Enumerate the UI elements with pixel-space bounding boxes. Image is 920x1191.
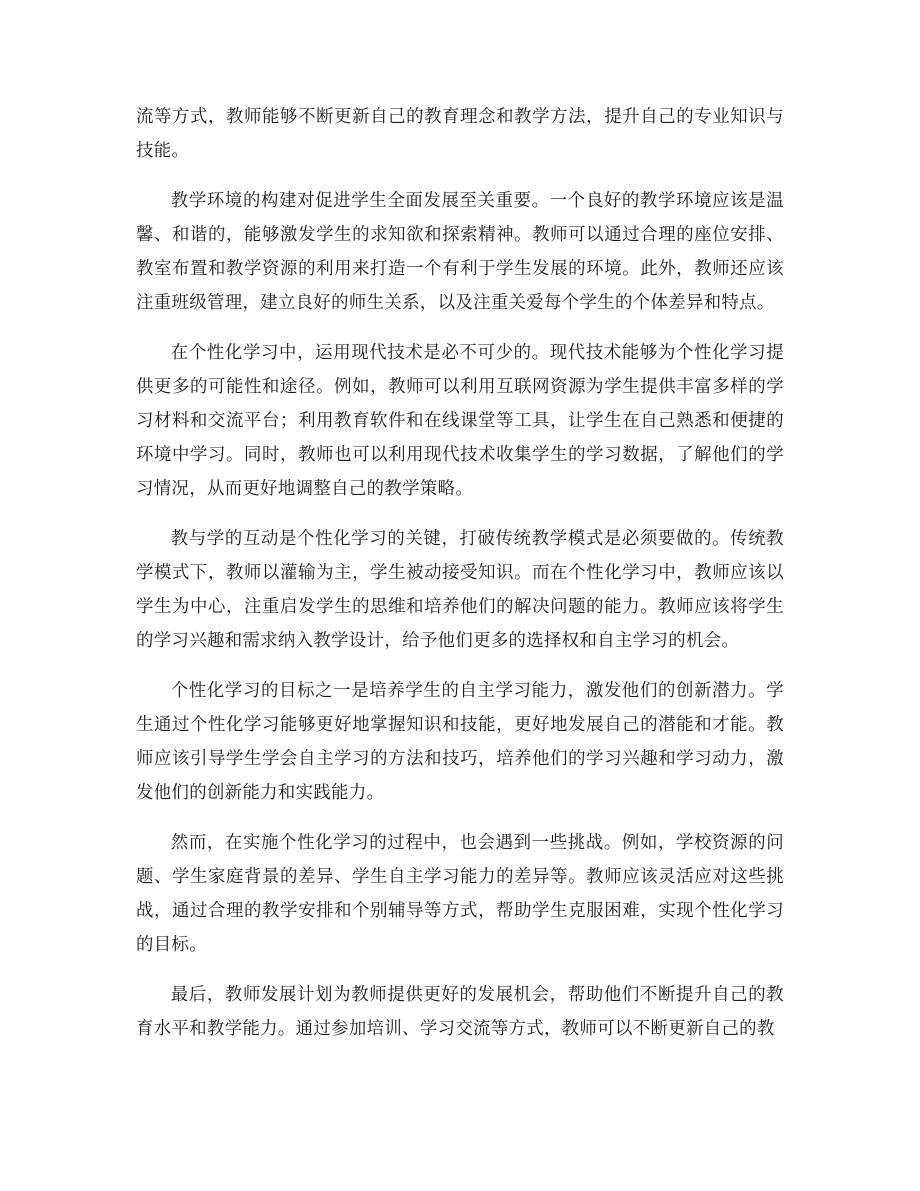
paragraph-1: 流等方式，教师能够不断更新自己的教育理念和教学方法，提升自己的专业知识与技能。 (136, 107, 784, 161)
paragraph-7: 最后，教师发展计划为教师提供更好的发展机会，帮助他们不断提升自己的教育水平和教学能力。通过参加培训、学习交流等方式，教师可以不断更新自己的教 (136, 985, 784, 1039)
paragraph-6: 然而，在实施个性化学习的过程中，也会遇到一些挑战。例如，学校资源的问题、学生家庭背景的差异、学生自主学习能力的差异等。教师应该灵活应对这些挑战，通过合理的教学安排和个别辅导等方式，帮助学生克服困难，实现个性化学习的目标。 (136, 833, 784, 955)
paragraph-5: 个性化学习的目标之一是培养学生的自主学习能力，激发他们的创新潜力。学生通过个性化学习能够更好地掌握知识和技能，更好地发展自己的潜能和才能。教师应该引导学生学会自主学习的方法和技巧，培养他们的学习兴趣和学习动力，激发他们的创新能力和实践能力。 (136, 681, 784, 803)
paragraph-4: 教与学的互动是个性化学习的关键，打破传统教学模式是必须要做的。传统教学模式下，教师以灌输为主，学生被动接受知识。而在个性化学习中，教师应该以学生为中心，注重启发学生的思维和培养他们的解决问题的能力。教师应该将学生的学习兴趣和需求纳入教学设计，给予他们更多的选择权和自主学习的机会。 (136, 529, 784, 651)
paragraph-2: 教学环境的构建对促进学生全面发展至关重要。一个良好的教学环境应该是温馨、和谐的，能够激发学生的求知欲和探索精神。教师可以通过合理的座位安排、教室布置和教学资源的利用来打造一个有利于学生发展的环境。此外，教师还应该注重班级管理，建立良好的师生关系，以及注重关爱每个学生的个体差异和特点。 (136, 191, 784, 313)
paragraph-3: 在个性化学习中，运用现代技术是必不可少的。现代技术能够为个性化学习提供更多的可能性和途径。例如，教师可以利用互联网资源为学生提供丰富多样的学习材料和交流平台；利用教育软件和在线课堂等工具，让学生在自己熟悉和便捷的环境中学习。同时，教师也可以利用现代技术收集学生的学习数据，了解他们的学习情况，从而更好地调整自己的教学策略。 (136, 343, 784, 499)
document-body (136, 100, 784, 1062)
